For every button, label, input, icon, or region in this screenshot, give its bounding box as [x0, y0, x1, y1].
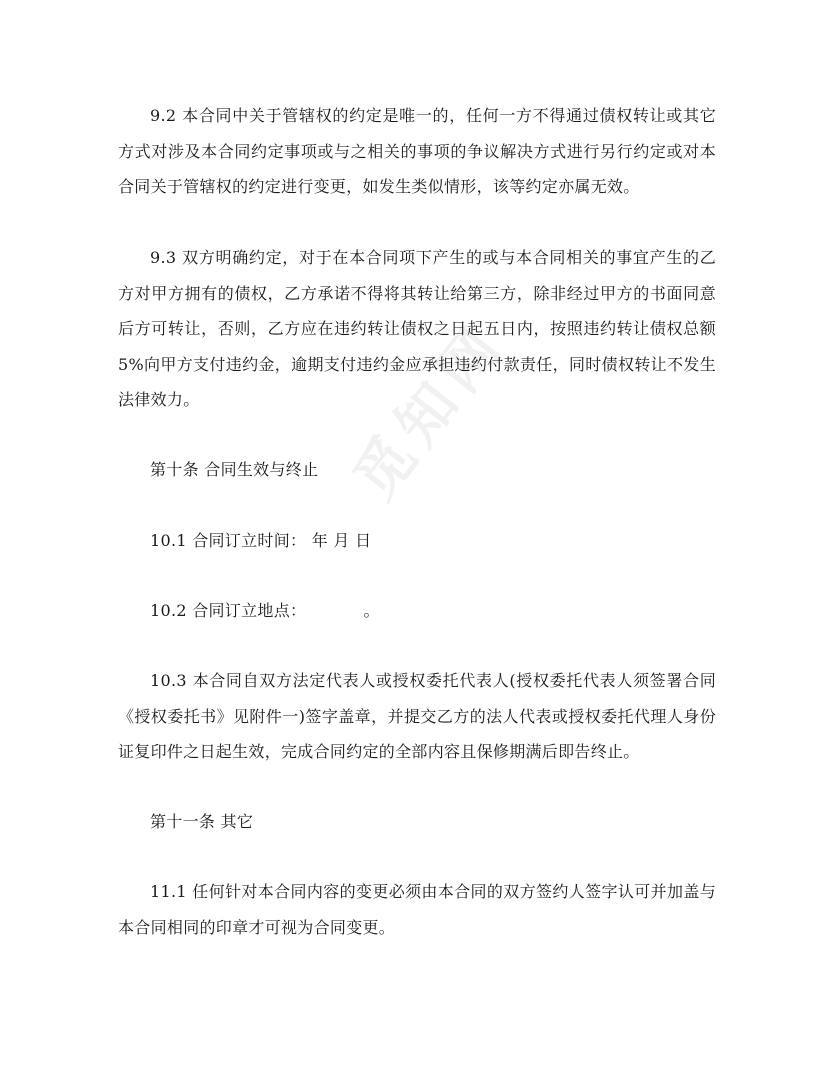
clause-10-3: 10.3 本合同自双方法定代表人或授权委托代表人(授权委托代表人须签署合同《授权委托书》见附件一)签字盖章，并提交乙方的法人代表或授权委托代理人身份证复印件之日起生效，完成合同约定的全部内容且保修期满后即告终止。: [118, 671, 716, 761]
clause-10-1: 10.1 合同订立时间： 年 月 日: [150, 531, 372, 550]
clause-10-2: 10.2 合同订立地点： 。: [150, 601, 380, 620]
clause-9-2: 9.2 本合同中关于管辖权的约定是唯一的，任何一方不得通过债权转让或其它方式对涉及本合同约定事项或与之相关的事项的争议解决方式进行另行约定或对本合同关于管辖权的约定进行变更，如发生类似情形，该等约定亦属无效。: [118, 106, 716, 196]
article-10-heading: 第十条 合同生效与终止: [150, 460, 319, 479]
article-11-heading: 第十一条 其它: [150, 812, 254, 831]
watermark: 觅知网: [340, 308, 520, 512]
clause-11-1: 11.1 任何针对本合同内容的变更必须由本合同的双方签约人签字认可并加盖与本合同相同的印章才可视为合同变更。: [118, 882, 716, 937]
clause-9-3: 9.3 双方明确约定，对于在本合同项下产生的或与本合同相关的事宜产生的乙方对甲方拥有的债权，乙方承诺不得将其转让给第三方，除非经过甲方的书面同意后方可转让，否则，乙方应在违约转让债权之日起五日内，按照违约转让债权总额5%向甲方支付违约金，逾期支付违约金应承担违约付款责任，同时债权转让不发生法律效力。: [118, 248, 716, 409]
